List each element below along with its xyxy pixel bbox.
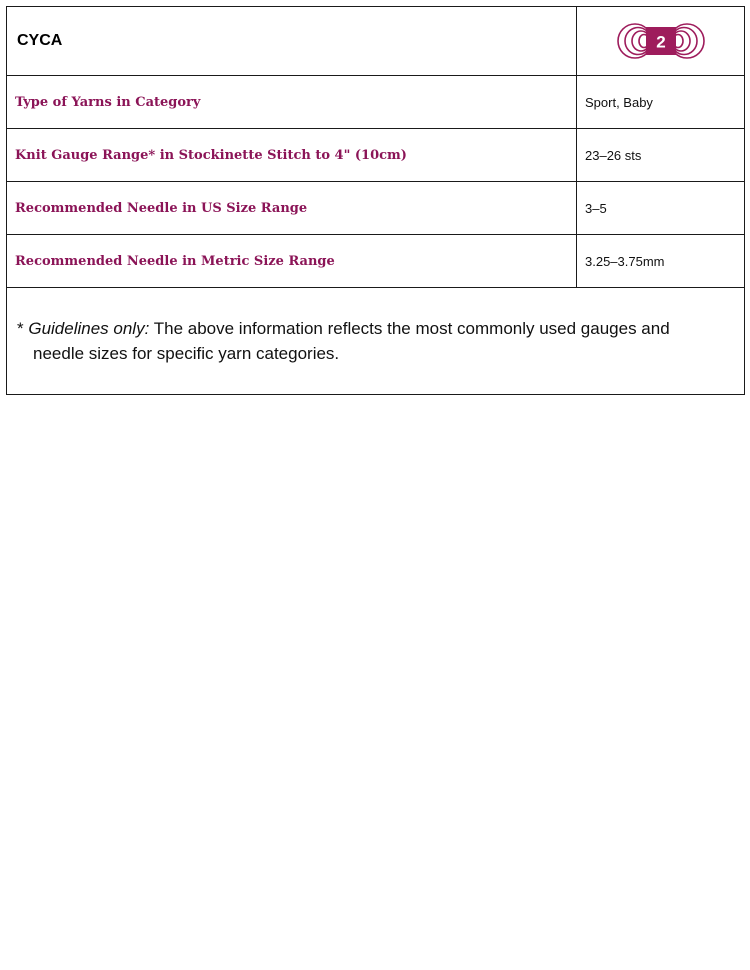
table-row-us-needle <box>7 182 745 235</box>
footnote-text: The above information reflects the most commonly used gauges and needle sizes for specific yarn categories. <box>33 319 670 363</box>
row-label: Recommended Needle in Metric Size Range <box>7 235 577 288</box>
row-label: Knit Gauge Range* in Stockinette Stitch to 4" (10cm) <box>7 129 577 182</box>
table-title: CYCA <box>7 7 577 76</box>
row-value: Sport, Baby <box>577 76 745 129</box>
row-label: Type of Yarns in Category <box>7 76 577 129</box>
table-row-metric-needle <box>7 235 745 288</box>
row-label: Recommended Needle in US Size Range <box>7 182 577 235</box>
footnote-marker: * <box>17 319 29 338</box>
footnote-emphasis: Guidelines only: <box>28 319 150 338</box>
yarn-weight-table <box>6 6 745 395</box>
row-value: 3–5 <box>577 182 745 235</box>
yarn-weight-logo-cell <box>577 7 745 76</box>
row-value: 3.25–3.75mm <box>577 235 745 288</box>
row-value: 23–26 sts <box>577 129 745 182</box>
table-footnote-row <box>7 288 745 395</box>
footnote <box>17 316 720 366</box>
footnote-cell <box>7 288 745 395</box>
table-row-gauge <box>7 129 745 182</box>
table-row-yarn-types <box>7 76 745 129</box>
yarn-skein-icon <box>615 21 707 61</box>
table-header-row <box>7 7 745 76</box>
yarn-weight-number: 2 <box>655 32 666 52</box>
